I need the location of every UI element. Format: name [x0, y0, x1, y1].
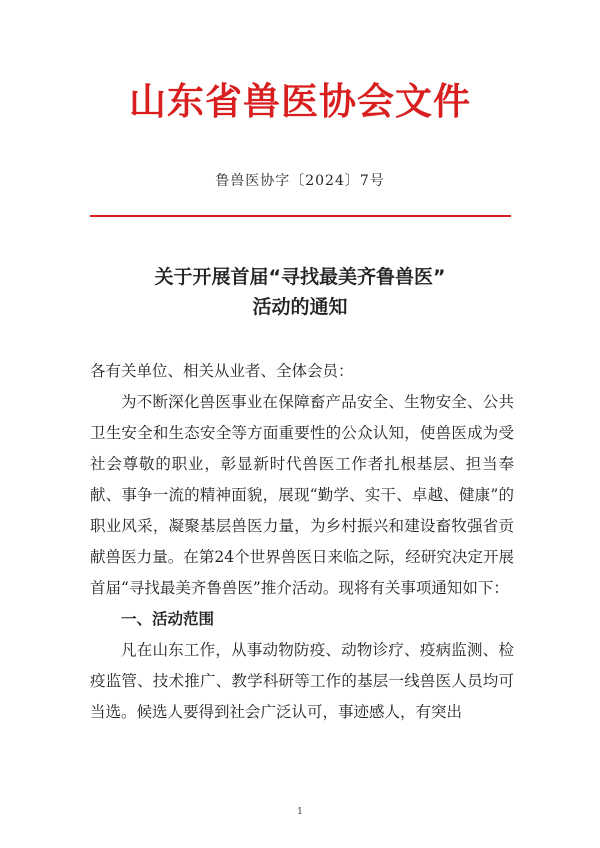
- salutation: 各有关单位、相关从业者、全体会员：: [90, 362, 354, 380]
- body-paragraph-2: 凡在山东工作，从事动物防疫、动物诊疗、疫病监测、检疫监管、技术推广、教学科研等工作的基层一线兽医人员均可当选。候选人要得到社会广泛认可，事迹感人，有突出: [90, 641, 514, 721]
- document-header-title: 山东省兽医协会文件: [129, 79, 471, 123]
- document-number: 鲁兽医协字〔2024〕7号: [215, 173, 385, 189]
- notice-title-line-2: 活动的通知: [252, 296, 348, 318]
- notice-title-line-1: 关于开展首届“寻找最美齐鲁兽医”: [154, 266, 446, 288]
- notice-body: [90, 356, 514, 728]
- page-number: 1: [297, 807, 303, 817]
- body-paragraph-1: 为不断深化兽医事业在保障畜产品安全、生物安全、公共卫生安全和生态安全等方面重要性的公众认知，使兽医成为受社会尊敬的职业，彰显新时代兽医工作者扎根基层、担当奉献、事争一流的精神面貌，展现“勤学、实干、卓越、健康”的职业风采，凝聚基层兽医力量，为乡村振兴和建设畜牧强省贡献兽医力量。在第24个世界兽医日来临之际，经研究决定开展首届“寻找最美齐鲁兽医”推介活动。现将有关事项通知如下：: [90, 393, 514, 597]
- red-divider-line: [90, 215, 511, 217]
- notice-title: [0, 262, 600, 322]
- section-heading-scope: 一、活动范围: [121, 610, 215, 628]
